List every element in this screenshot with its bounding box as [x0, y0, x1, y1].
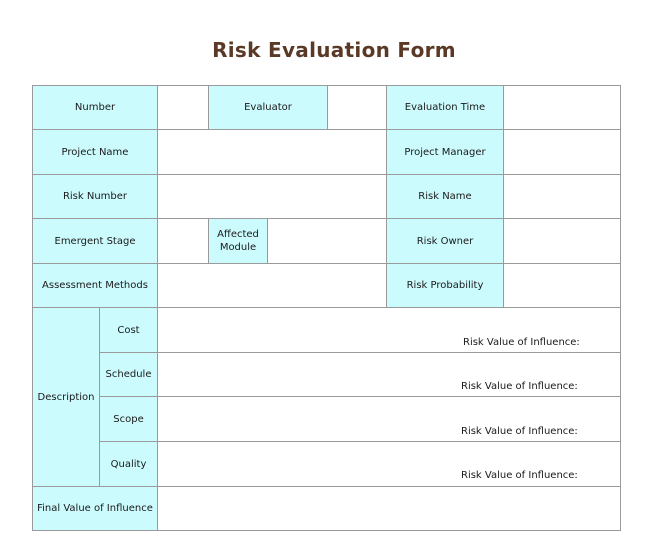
cost-label: Cost: [99, 307, 158, 353]
cost-risk-value-label: Risk Value of Influence:: [463, 337, 580, 348]
scope-risk-value-label: Risk Value of Influence:: [461, 426, 578, 437]
risk-number-label: Risk Number: [32, 174, 158, 219]
evaluator-label: Evaluator: [208, 85, 328, 130]
quality-risk-value-label: Risk Value of Influence:: [461, 470, 578, 481]
affected-module-field[interactable]: [267, 218, 387, 264]
form-title: Risk Evaluation Form: [212, 38, 456, 62]
assessment-methods-label: Assessment Methods: [32, 263, 158, 308]
final-value-field[interactable]: [157, 486, 621, 531]
final-value-label: Final Value of Influence: [32, 486, 158, 531]
project-name-label: Project Name: [32, 129, 158, 175]
number-label: Number: [32, 85, 158, 130]
quality-label: Quality: [99, 441, 158, 487]
project-name-field[interactable]: [157, 129, 387, 175]
evaluation-time-label: Evaluation Time: [386, 85, 504, 130]
schedule-label: Schedule: [99, 352, 158, 397]
risk-probability-label: Risk Probability: [386, 263, 504, 308]
project-manager-field[interactable]: [503, 129, 621, 175]
schedule-risk-value-label: Risk Value of Influence:: [461, 381, 578, 392]
project-manager-label: Project Manager: [386, 129, 504, 175]
risk-number-field[interactable]: [157, 174, 387, 219]
emergent-stage-label: Emergent Stage: [32, 218, 158, 264]
risk-name-label: Risk Name: [386, 174, 504, 219]
assessment-methods-field[interactable]: [157, 263, 387, 308]
risk-probability-field[interactable]: [503, 263, 621, 308]
number-field[interactable]: [157, 85, 209, 130]
description-label: Description: [32, 307, 100, 487]
evaluator-field[interactable]: [327, 85, 387, 130]
evaluation-time-field[interactable]: [503, 85, 621, 130]
risk-owner-field[interactable]: [503, 218, 621, 264]
risk-owner-label: Risk Owner: [386, 218, 504, 264]
affected-module-label: Affected Module: [208, 218, 268, 264]
risk-name-field[interactable]: [503, 174, 621, 219]
emergent-stage-field[interactable]: [157, 218, 209, 264]
scope-label: Scope: [99, 396, 158, 442]
